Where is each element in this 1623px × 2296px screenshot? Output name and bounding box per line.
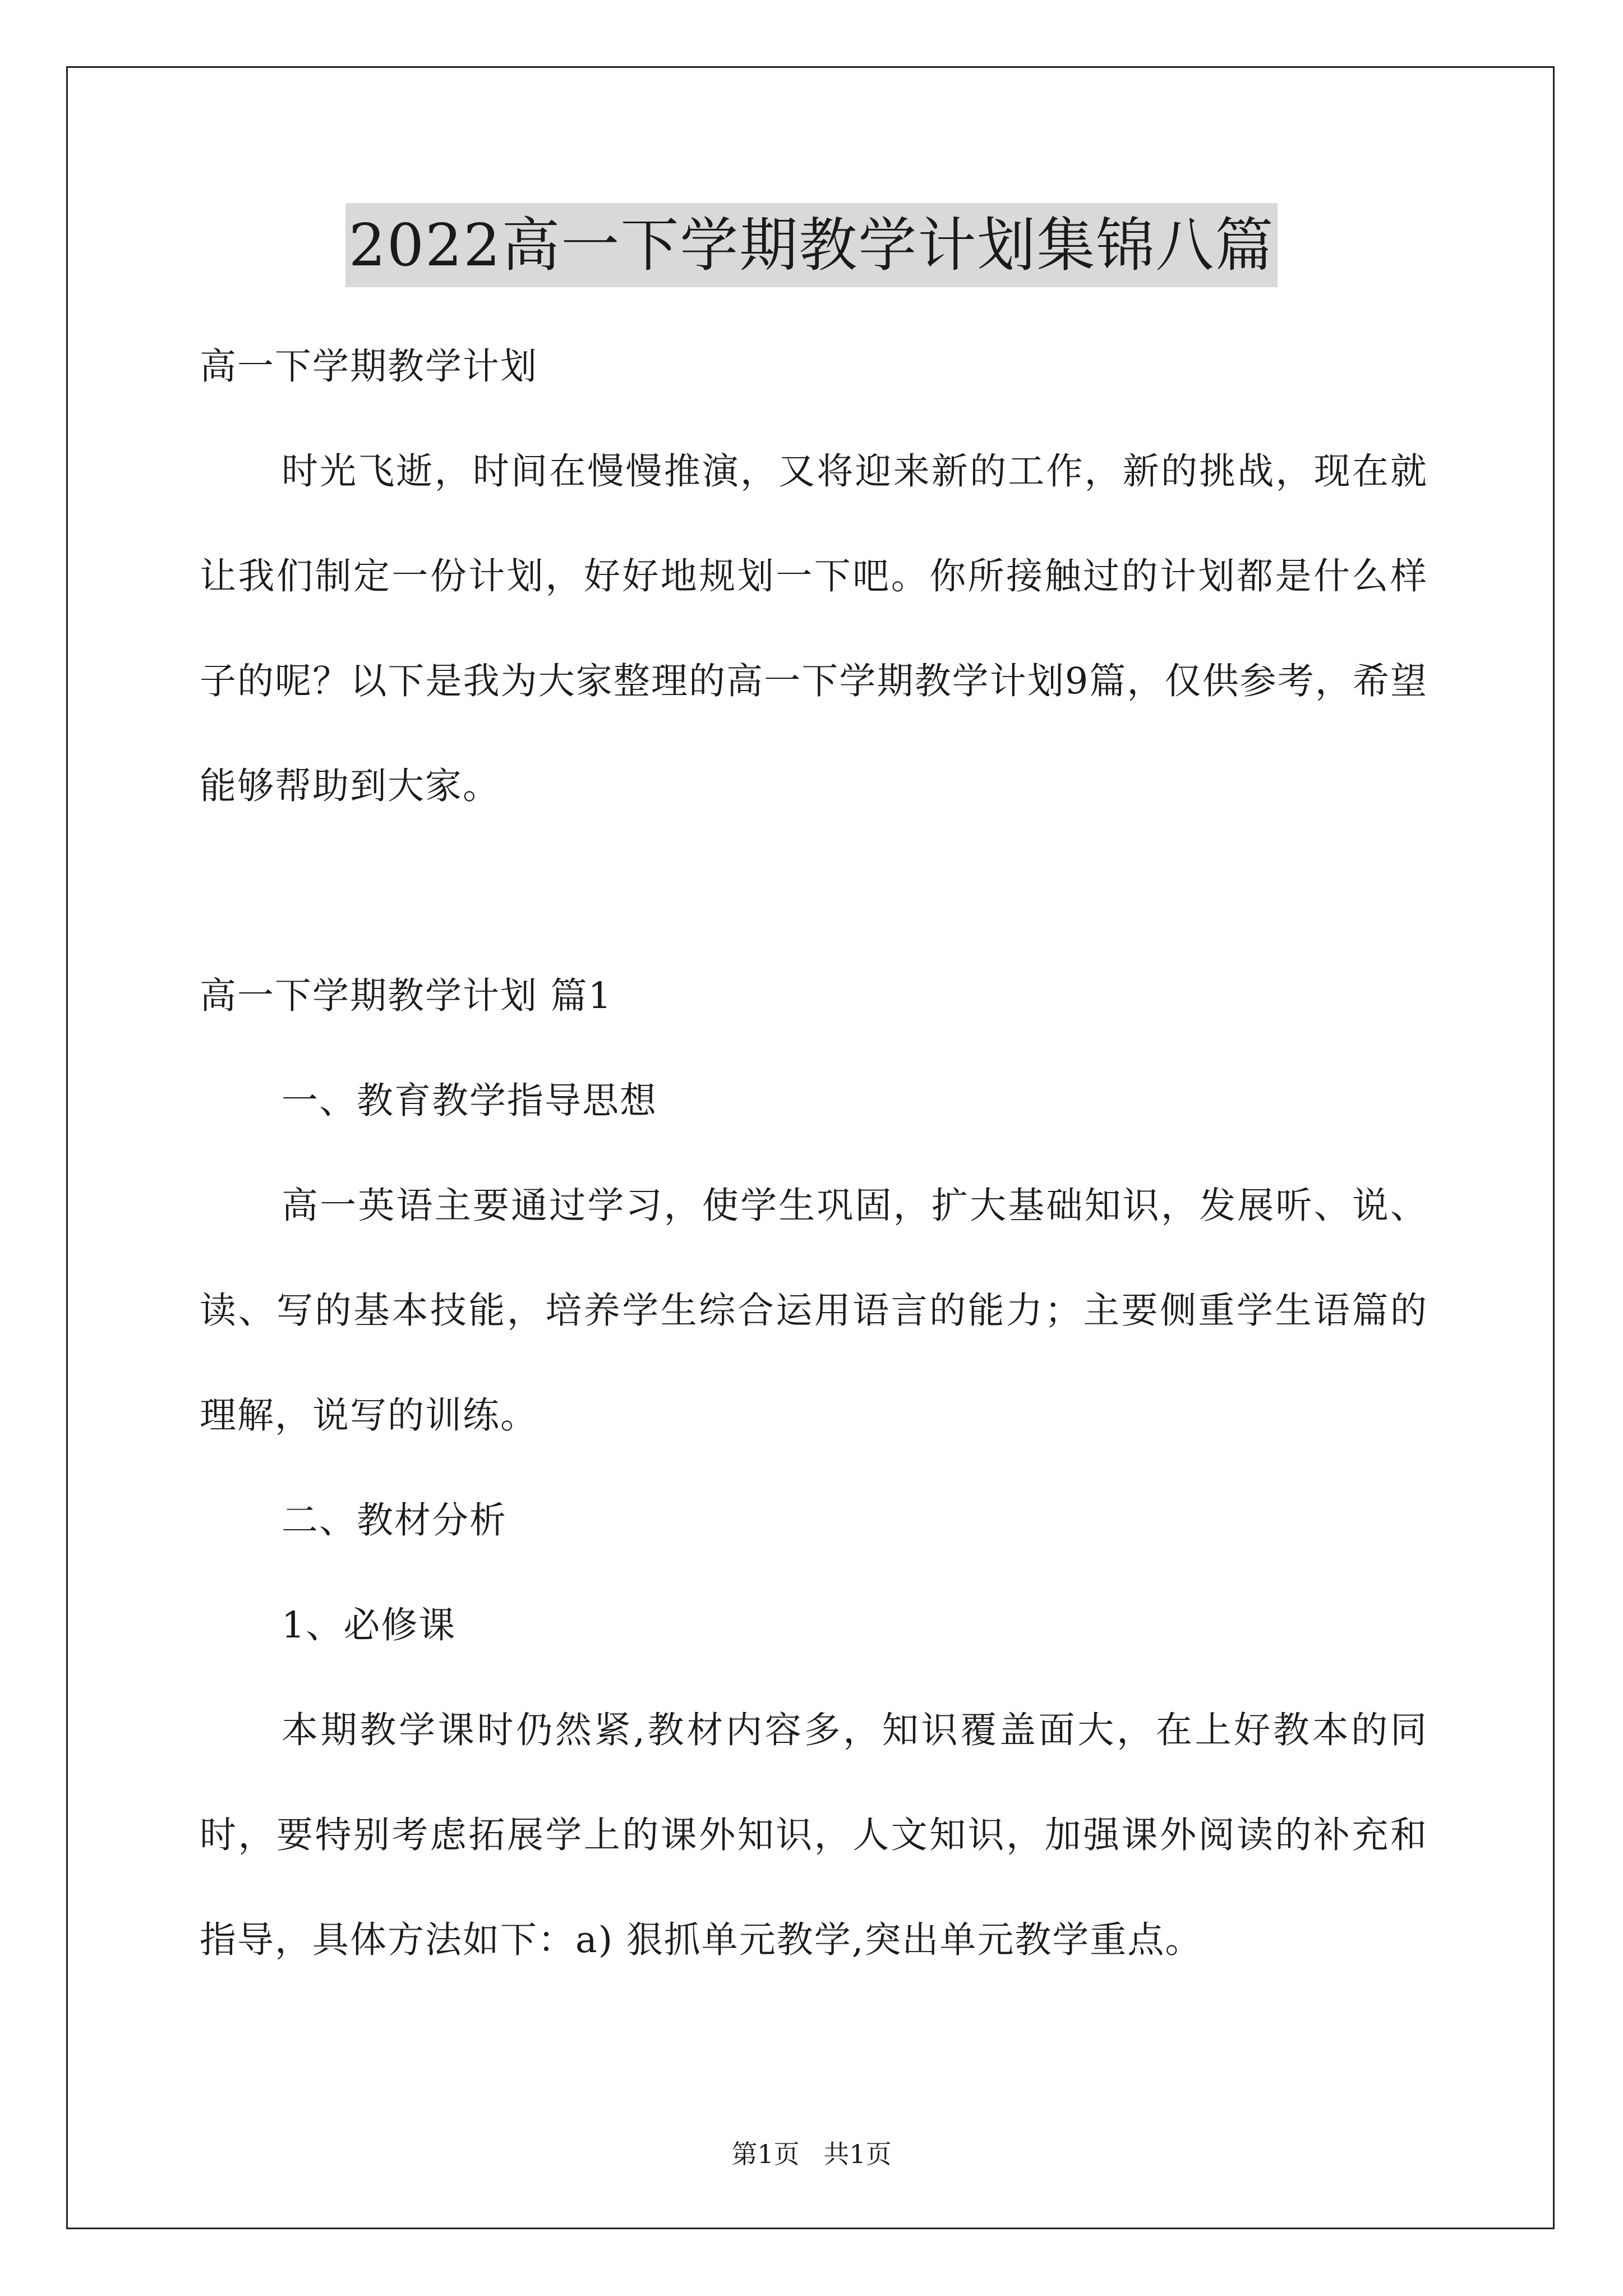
subheading: 1、必修课 xyxy=(282,1604,457,1646)
section-heading: 高一下学期教学计划 篇1 xyxy=(200,975,613,1017)
document-body xyxy=(200,314,1428,1993)
body-paragraph: 高一英语主要通过学习，使学生巩固，扩大基础知识，发展听、说、读、写的基本技能，培养学生综合运用语言的能力；主要侧重学生语篇的理解，说写的训练。 xyxy=(200,1185,1428,1437)
document-title: 2022高一下学期教学计划集锦八篇 xyxy=(345,203,1278,287)
page-total: 共1页 xyxy=(823,2139,892,2169)
page-footer xyxy=(0,2137,1623,2171)
subheading: 二、教材分析 xyxy=(282,1499,508,1542)
intro-paragraph: 时光飞逝，时间在慢慢推演，又将迎来新的工作，新的挑战，现在就让我们制定一份计划，好好地规划一下吧。你所接触过的计划都是什么样子的呢？以下是我为大家整理的高一下学期教学计划9篇，仅供参考，希望能够帮助到大家。 xyxy=(200,450,1428,807)
page-number: 第1页 xyxy=(731,2139,800,2169)
title-container xyxy=(0,203,1623,287)
body-paragraph: 本期教学课时仍然紧,教材内容多，知识覆盖面大，在上好教本的同时，要特别考虑拓展学上的课外知识，人文知识，加强课外阅读的补充和指导，具体方法如下：a) 狠抓单元教学,突出单元教学重点。 xyxy=(200,1709,1428,1961)
section-heading: 高一下学期教学计划 xyxy=(200,346,538,388)
subheading: 一、教育教学指导思想 xyxy=(282,1080,658,1122)
